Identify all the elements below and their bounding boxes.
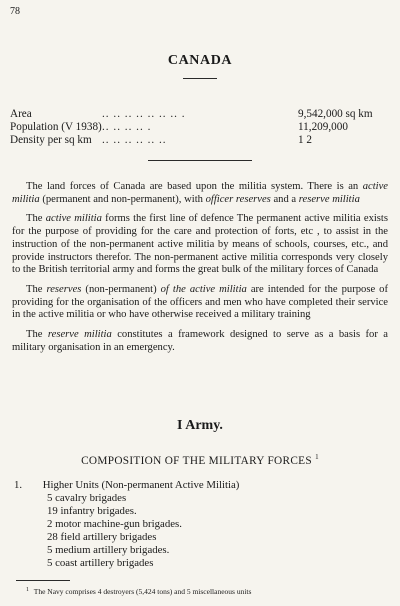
- body-text: [12, 181, 388, 361]
- paragraph-text: constitutes a framework designed to serve as a basis for a military organisation in an emergency.: [12, 329, 388, 353]
- stat-dot-leader: .. .. .. .. .: [102, 121, 152, 133]
- body-paragraph: [12, 181, 388, 206]
- unit-item: 2 motor machine-gun brigades.: [47, 518, 182, 530]
- italic-term: active militia: [12, 181, 388, 205]
- stats-rule: [148, 160, 252, 161]
- unit-list: [14, 492, 384, 570]
- stat-row-density: [10, 134, 390, 147]
- italic-term: active militia: [45, 213, 102, 225]
- paragraph-text: The land forces of Canada are based upon the militia system. There is an: [26, 181, 363, 192]
- paragraph-text: are intended for the purpose of providing for the organisation of the officers and men who have completed their service in the active militia or who have otherwise received a military training: [12, 283, 388, 321]
- paragraph-text: The: [26, 213, 46, 225]
- stats-table: [10, 108, 390, 147]
- paragraph-text: and a: [270, 193, 299, 205]
- units-heading-line: [14, 479, 384, 492]
- stat-row-population: [10, 121, 390, 134]
- stat-value: 9,542,000 sq km: [298, 108, 373, 120]
- body-paragraph: [12, 284, 388, 322]
- composition-heading: [0, 453, 400, 467]
- page-number: 78: [10, 6, 20, 17]
- stat-label: Density per sq km: [10, 134, 92, 146]
- paragraph-text: The: [26, 283, 47, 295]
- footnote-rule: [16, 580, 70, 581]
- italic-term: of the active militia: [160, 283, 247, 295]
- footnote-text: The Navy comprises 4 destroyers (5,424 tons) and 5 miscellaneous units: [33, 587, 252, 596]
- unit-item: 5 medium artillery brigades.: [47, 544, 170, 556]
- units-heading: Higher Units (Non-permanent Active Militia): [42, 479, 240, 491]
- italic-term: reserve militia: [298, 193, 360, 205]
- unit-item: 5 cavalry brigades: [47, 492, 127, 504]
- composition-heading-text: COMPOSITION OF THE MILITARY FORCES: [81, 455, 312, 467]
- body-paragraph: [12, 213, 388, 277]
- body-paragraph: [12, 329, 388, 354]
- unit-item: 19 infantry brigades.: [47, 505, 137, 517]
- paragraph-text: (non-permanent): [81, 283, 161, 295]
- unit-item: 28 field artillery brigades: [47, 531, 157, 543]
- country-title: CANADA: [167, 53, 233, 68]
- footnote-marker: 1: [26, 587, 29, 593]
- section-title: I Army.: [177, 418, 223, 433]
- paragraph-text: (permanent and non-permanent), with: [39, 193, 206, 205]
- unit-item: 5 coast artillery brigades: [47, 557, 154, 569]
- stat-value: 1 2: [298, 134, 312, 146]
- paragraph-text: forms the first line of defence The permanent active militia exists for the purpose of providing for the care and protection of forts, etc , to assist in the instruction of the non-permanent active militia by means of schools, courses, etc., and provide instructors therefor. The non-permanent active militia corresponds very closely to the British territorial army and forms the great bulk of the military forces of Canada: [12, 213, 388, 276]
- footnote-reference: 1: [315, 453, 319, 461]
- units-number: 1.: [14, 479, 23, 491]
- units-section: [14, 479, 384, 570]
- stat-row-area: [10, 108, 390, 121]
- stat-label: Population (V 1938): [10, 121, 102, 133]
- footnote: [26, 587, 251, 596]
- title-rule: [183, 78, 217, 79]
- italic-term: reserves: [46, 283, 82, 295]
- italic-term: officer reserves: [205, 193, 271, 205]
- italic-term: reserve militia: [47, 329, 112, 341]
- paragraph-text: The: [26, 329, 48, 341]
- stat-dot-leader: .. .. .. .. .. ..: [102, 134, 167, 146]
- stat-value: 11,209,000: [298, 121, 348, 133]
- stat-dot-leader: .. .. .. .. .. .. .. .: [102, 108, 186, 120]
- stat-label: Area: [10, 108, 32, 120]
